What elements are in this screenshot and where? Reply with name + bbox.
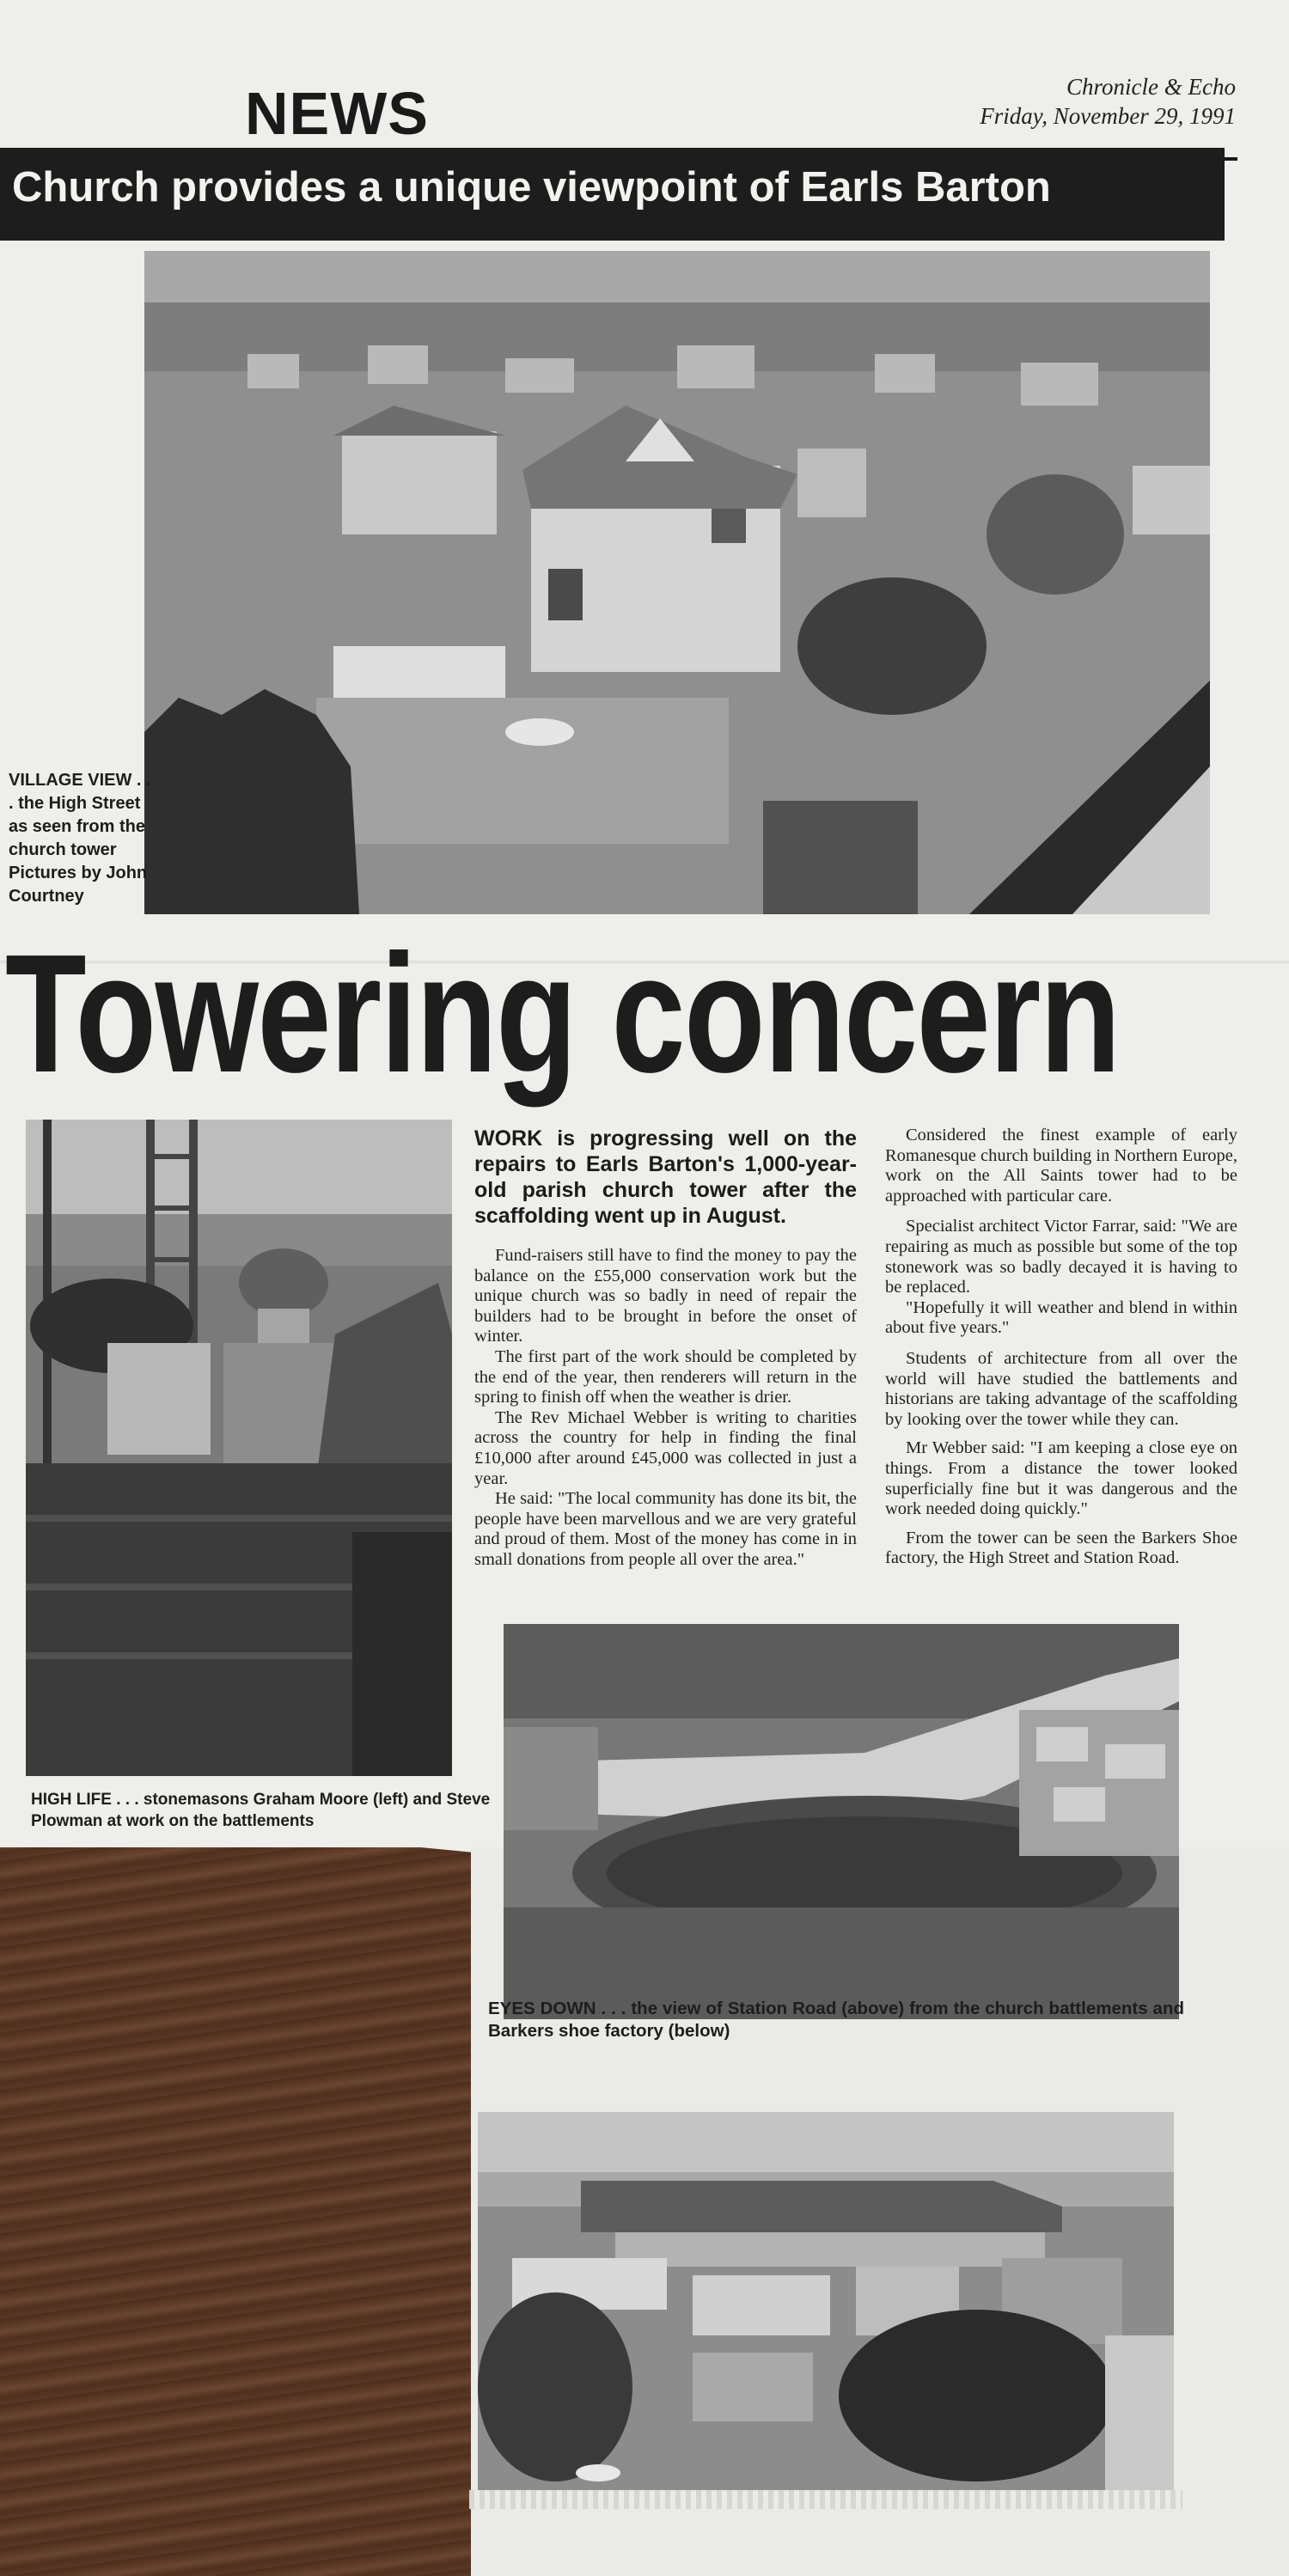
eyes-down-caption: EYES DOWN . . . the view of Station Road (above) from the church battlements and Barkers shoe factory (below) (488, 1999, 1184, 2041)
publication-date: Friday, November 29, 1991 (980, 103, 1236, 129)
village-view-caption (9, 769, 155, 908)
article-intro: WORK is progressing well on the repairs to Earls Barton's 1,000-year-old parish church tower after the scaffolding went up in August. (474, 1126, 857, 1228)
article-paragraph: From the tower can be seen the Barkers Shoe factory, the High Street and Station Road. (885, 1528, 1237, 1568)
photo-credit: Pictures by John Courtney (9, 864, 148, 906)
village-view-photo (144, 251, 1210, 914)
station-road-photo (504, 1624, 1179, 2019)
article-paragraph: The Rev Michael Webber is writing to charities across the country for help in finding the final £10,000 after around £45,000 was collected in just a year. (474, 1407, 857, 1488)
article-column-2 (885, 1126, 1237, 1569)
stonemasons-photo (26, 1120, 452, 1776)
torn-perforation-edge (469, 2490, 1182, 2509)
publication-info (892, 72, 1236, 131)
article-paragraph: Specialist architect Victor Farrar, said: "We are repairing as much as possible but some of the top stonework was so badly decayed it is having to be replaced. (885, 1217, 1237, 1297)
article-paragraph: He said: "The local community has done its bit, the people have been marvellous and we are very grateful and proud of them. Most of the money has come in in small donations from people all over the area." (474, 1489, 857, 1569)
article-paragraph: Students of architecture from all over the world will have studied the battlements and historians are taking advantage of the scaffolding by looking over the tower while they can. (885, 1348, 1237, 1429)
section-label: NEWS (245, 80, 429, 147)
article-paragraph: Fund-raisers still have to find the money to pay the balance on the £55,000 conservation work but the unique church was so badly in need of repair the builders had to be brought in before the onset of winter. (474, 1246, 857, 1346)
banner-headline: Church provides a unique viewpoint of Earls Barton (12, 164, 1051, 211)
article-paragraph: Considered the finest example of early Romanesque church building in Northern Europe, work on the All Saints tower had to be approached with particular care. (885, 1126, 1237, 1206)
article-paragraph: The first part of the work should be completed by the end of the year, then renderers will return in the spring to finish off when the weather is drier. (474, 1346, 857, 1407)
article-column-1 (474, 1126, 857, 1571)
high-life-caption: HIGH LIFE . . . stonemasons Graham Moore (left) and Steve Plowman at work on the battlements (31, 1791, 491, 1830)
article-headline: Towering concern (5, 919, 1120, 1108)
village-caption-text: VILLAGE VIEW . . . the High Street as seen from the church tower (9, 771, 151, 859)
article-paragraph: Mr Webber said: "I am keeping a close eye on things. From a distance the tower looked superficially fine but it was dangerous and the work needed doing quickly." (885, 1438, 1237, 1519)
article-paragraph: "Hopefully it will weather and blend in within about five years." (885, 1297, 1237, 1338)
publication-name: Chronicle & Echo (1066, 74, 1236, 100)
barkers-factory-photo (478, 2112, 1174, 2492)
